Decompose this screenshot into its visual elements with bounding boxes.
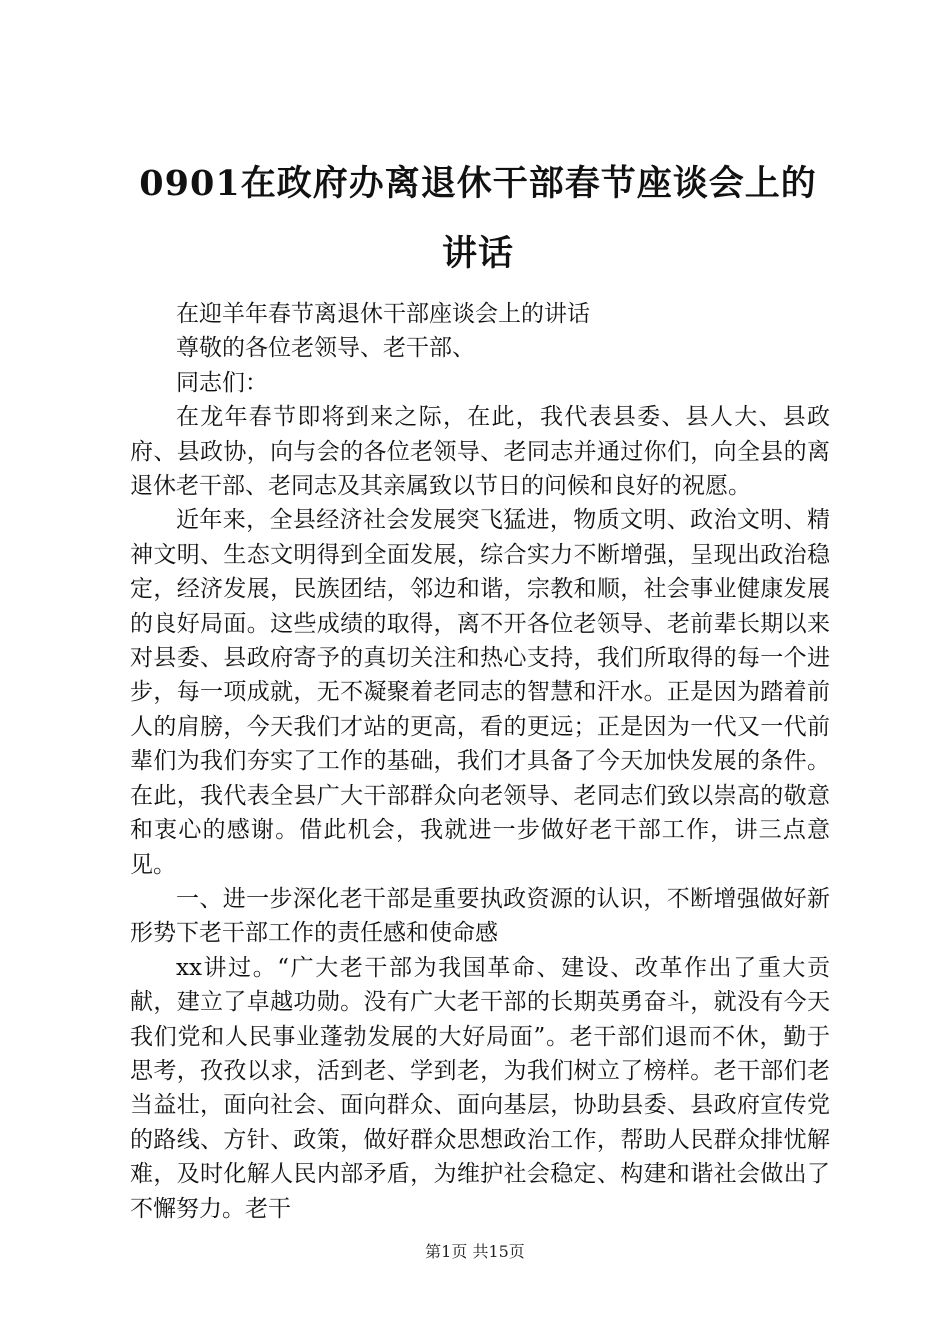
paragraph-achievements: 近年来，全县经济社会发展突飞猛进，物质文明、政治文明、精神文明、生态文明得到全面发展，综合实力不断增强，呈现出政治稳定，经济发展，民族团结，邻边和谐，宗教和顺，社会事业健康发展的良好局面。这些成绩的取得，离不开各位老领导、老前辈长期以来对县委、县政府寄予的真切关注和热心支持，我们所取得的每一个进步，每一项成就，无不凝聚着老同志的智慧和汗水。正是因为踏着前人的肩膀，今天我们才站的更高，看的更远；正是因为一代又一代前辈们为我们夯实了工作的基础，我们才具备了今天加快发展的条件。在此，我代表全县广大干部群众向老领导、老同志们致以崇高的敬意和衷心的感谢。借此机会，我就进一步做好老干部工作，讲三点意见。 [130,507,830,878]
section-heading-1: 一、进一步深化老干部是重要执政资源的认识，不断增强做好新形势下老干部工作的责任感和使命感 [130,885,830,947]
paragraph-quote: xx讲过。“广大老干部为我国革命、建设、改革作出了重大贡献，建立了卓越功勋。没有广大老干部的长期英勇奋斗，就没有今天我们党和人民事业蓬勃发展的大好局面”。老干部们退而不休，勤于思考，孜孜以求，活到老、学到老，为我们树立了榜样。老干部们老当益壮，面向社会、面向群众、面向基层，协助县委、县政府宣传党的路线、方针、政策，做好群众思想政治工作，帮助人民群众排忧解难，及时化解人民内部矛盾，为维护社会稳定、构建和谐社会做出了不懈努力。老干 [130,954,830,1222]
salutation-line-2: 同志们： [176,369,268,396]
document-body [130,297,830,1226]
document-title: 0901在政府办离退休干部春节座谈会上的讲话 [139,163,817,274]
salutation-line-1: 尊敬的各位老领导、老干部、 [176,335,475,362]
paragraph-greeting: 在龙年春节即将到来之际，在此，我代表县委、县人大、县政府、县政协，向与会的各位老领导、老同志并通过你们，向全县的离退休老干部、老同志及其亲属致以节日的问候和良好的祝愿。 [130,404,830,500]
page-footer: 第1页 共15页 [425,1242,525,1261]
speech-heading: 在迎羊年春节离退休干部座谈会上的讲话 [176,301,590,327]
